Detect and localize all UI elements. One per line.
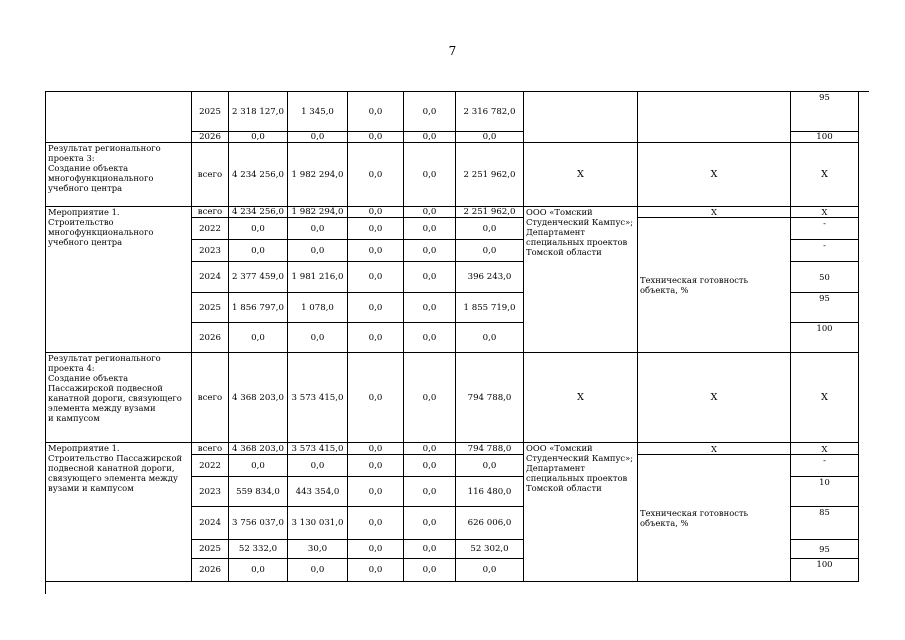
extrabudget-cell: 0,0: [456, 240, 524, 262]
target-cell: 95: [791, 540, 859, 559]
federal-cell: 1 982 294,0: [288, 143, 348, 207]
federal-cell: 3 573 415,0: [288, 443, 348, 455]
regional-cell: 0,0: [348, 293, 404, 323]
empty-executor-cell: [524, 92, 638, 143]
federal-cell: 1 982 294,0: [288, 207, 348, 218]
year-cell: всего: [192, 353, 229, 443]
total-cell: 52 332,0: [229, 540, 288, 559]
target-cell: Х: [791, 353, 859, 443]
total-cell: 4 234 256,0: [229, 207, 288, 218]
municipal-cell: 0,0: [404, 92, 456, 132]
federal-cell: 1 981 216,0: [288, 262, 348, 293]
total-cell: 2 318 127,0: [229, 92, 288, 132]
regional-cell: 0,0: [348, 207, 404, 218]
federal-cell: 1 345,0: [288, 92, 348, 132]
extrabudget-cell: 1 855 719,0: [456, 293, 524, 323]
federal-cell: 0,0: [288, 455, 348, 477]
year-cell: 2023: [192, 240, 229, 262]
total-cell: 559 834,0: [229, 477, 288, 507]
federal-cell: 443 354,0: [288, 477, 348, 507]
municipal-cell: 0,0: [404, 507, 456, 540]
target-cell: 100: [791, 559, 859, 582]
total-cell: 4 368 203,0: [229, 443, 288, 455]
target-cell: Х: [791, 143, 859, 207]
measure-1-name: Мероприятие 1. Строительство многофункционального учебного центра: [46, 207, 192, 353]
municipal-cell: 0,0: [404, 559, 456, 582]
result-3-name: Результат регионального проекта 3: Создание объекта многофункционального учебного центра: [46, 143, 192, 207]
municipal-cell: 0,0: [404, 540, 456, 559]
year-cell: 2026: [192, 323, 229, 353]
year-cell: 2025: [192, 293, 229, 323]
regional-cell: 0,0: [348, 477, 404, 507]
municipal-cell: 0,0: [404, 477, 456, 507]
year-cell: 2024: [192, 262, 229, 293]
indicator-cell: Х: [638, 353, 791, 443]
indicator-x-cell: Х: [638, 207, 791, 218]
indicator-x-cell: Х: [638, 443, 791, 455]
target-cell: -: [791, 240, 859, 262]
executor-cell: ООО «Томский Студенческий Кампус»; Департамент специальных проектов Томской области: [524, 207, 638, 353]
total-cell: 1 856 797,0: [229, 293, 288, 323]
regional-cell: 0,0: [348, 132, 404, 143]
empty-name-cell: [46, 92, 192, 143]
extrabudget-cell: 396 243,0: [456, 262, 524, 293]
year-cell: 2025: [192, 540, 229, 559]
year-cell: всего: [192, 143, 229, 207]
total-cell: 0,0: [229, 132, 288, 143]
budget-table: [45, 91, 869, 594]
federal-cell: 0,0: [288, 240, 348, 262]
extrabudget-cell: 52 302,0: [456, 540, 524, 559]
total-cell: 3 756 037,0: [229, 507, 288, 540]
regional-cell: 0,0: [348, 540, 404, 559]
executor-cell: ООО «Томский Студенческий Кампус»; Департамент специальных проектов Томской области: [524, 443, 638, 582]
municipal-cell: 0,0: [404, 240, 456, 262]
municipal-cell: 0,0: [404, 143, 456, 207]
federal-cell: 0,0: [288, 132, 348, 143]
federal-cell: 0,0: [288, 559, 348, 582]
regional-cell: 0,0: [348, 507, 404, 540]
extrabudget-cell: 0,0: [456, 132, 524, 143]
municipal-cell: 0,0: [404, 132, 456, 143]
executor-cell: Х: [524, 143, 638, 207]
extrabudget-cell: 2 316 782,0: [456, 92, 524, 132]
year-cell: 2024: [192, 507, 229, 540]
target-cell: 10: [791, 477, 859, 507]
municipal-cell: 0,0: [404, 293, 456, 323]
extrabudget-cell: 116 480,0: [456, 477, 524, 507]
target-cell: 100: [791, 132, 859, 143]
target-x-cell: Х: [791, 443, 859, 455]
regional-cell: 0,0: [348, 92, 404, 132]
year-cell: всего: [192, 207, 229, 218]
federal-cell: 30,0: [288, 540, 348, 559]
indicator-cell: Х: [638, 143, 791, 207]
extrabudget-cell: 794 788,0: [456, 353, 524, 443]
target-cell: -: [791, 218, 859, 240]
year-cell: 2025: [192, 92, 229, 132]
page-number: 7: [448, 44, 457, 58]
regional-cell: 0,0: [348, 323, 404, 353]
year-cell: 2022: [192, 218, 229, 240]
federal-cell: 0,0: [288, 218, 348, 240]
target-cell: -: [791, 455, 859, 477]
total-cell: 0,0: [229, 455, 288, 477]
federal-cell: 3 573 415,0: [288, 353, 348, 443]
measure-1-name: Мероприятие 1. Строительство Пассажирской подвесной канатной дороги, связующего элемента между вузами и кампусом: [46, 443, 192, 582]
total-cell: 0,0: [229, 218, 288, 240]
municipal-cell: 0,0: [404, 323, 456, 353]
municipal-cell: 0,0: [404, 262, 456, 293]
total-cell: 4 368 203,0: [229, 353, 288, 443]
year-cell: всего: [192, 443, 229, 455]
extrabudget-cell: 626 006,0: [456, 507, 524, 540]
total-cell: 0,0: [229, 323, 288, 353]
federal-cell: 0,0: [288, 323, 348, 353]
indicator-cell: Техническая готовность объекта, %: [638, 218, 791, 353]
result-4-name: Результат регионального проекта 4: Создание объекта Пассажирской подвесной канатной дороги, связующего элемента между вузами и кампусом: [46, 353, 192, 443]
indicator-cell: Техническая готовность объекта, %: [638, 455, 791, 582]
regional-cell: 0,0: [348, 455, 404, 477]
target-cell: 95: [791, 92, 859, 132]
executor-cell: Х: [524, 353, 638, 443]
extrabudget-cell: 0,0: [456, 559, 524, 582]
total-cell: 0,0: [229, 240, 288, 262]
extrabudget-cell: 0,0: [456, 455, 524, 477]
regional-cell: 0,0: [348, 262, 404, 293]
year-cell: 2026: [192, 559, 229, 582]
year-cell: 2023: [192, 477, 229, 507]
regional-cell: 0,0: [348, 353, 404, 443]
total-cell: 2 377 459,0: [229, 262, 288, 293]
year-cell: 2022: [192, 455, 229, 477]
extrabudget-cell: 0,0: [456, 218, 524, 240]
regional-cell: 0,0: [348, 143, 404, 207]
federal-cell: 1 078,0: [288, 293, 348, 323]
total-cell: 0,0: [229, 559, 288, 582]
municipal-cell: 0,0: [404, 353, 456, 443]
extrabudget-cell: 0,0: [456, 323, 524, 353]
regional-cell: 0,0: [348, 218, 404, 240]
target-cell: 85: [791, 507, 859, 540]
municipal-cell: 0,0: [404, 443, 456, 455]
municipal-cell: 0,0: [404, 207, 456, 218]
extrabudget-cell: 794 788,0: [456, 443, 524, 455]
target-cell: 50: [791, 262, 859, 293]
target-cell: 95: [791, 293, 859, 323]
municipal-cell: 0,0: [404, 218, 456, 240]
extrabudget-cell: 2 251 962,0: [456, 143, 524, 207]
regional-cell: 0,0: [348, 559, 404, 582]
municipal-cell: 0,0: [404, 455, 456, 477]
federal-cell: 3 130 031,0: [288, 507, 348, 540]
total-cell: 4 234 256,0: [229, 143, 288, 207]
regional-cell: 0,0: [348, 443, 404, 455]
empty-indicator-cell: [638, 92, 791, 143]
target-x-cell: Х: [791, 207, 859, 218]
target-cell: 100: [791, 323, 859, 353]
extrabudget-cell: 2 251 962,0: [456, 207, 524, 218]
regional-cell: 0,0: [348, 240, 404, 262]
year-cell: 2026: [192, 132, 229, 143]
